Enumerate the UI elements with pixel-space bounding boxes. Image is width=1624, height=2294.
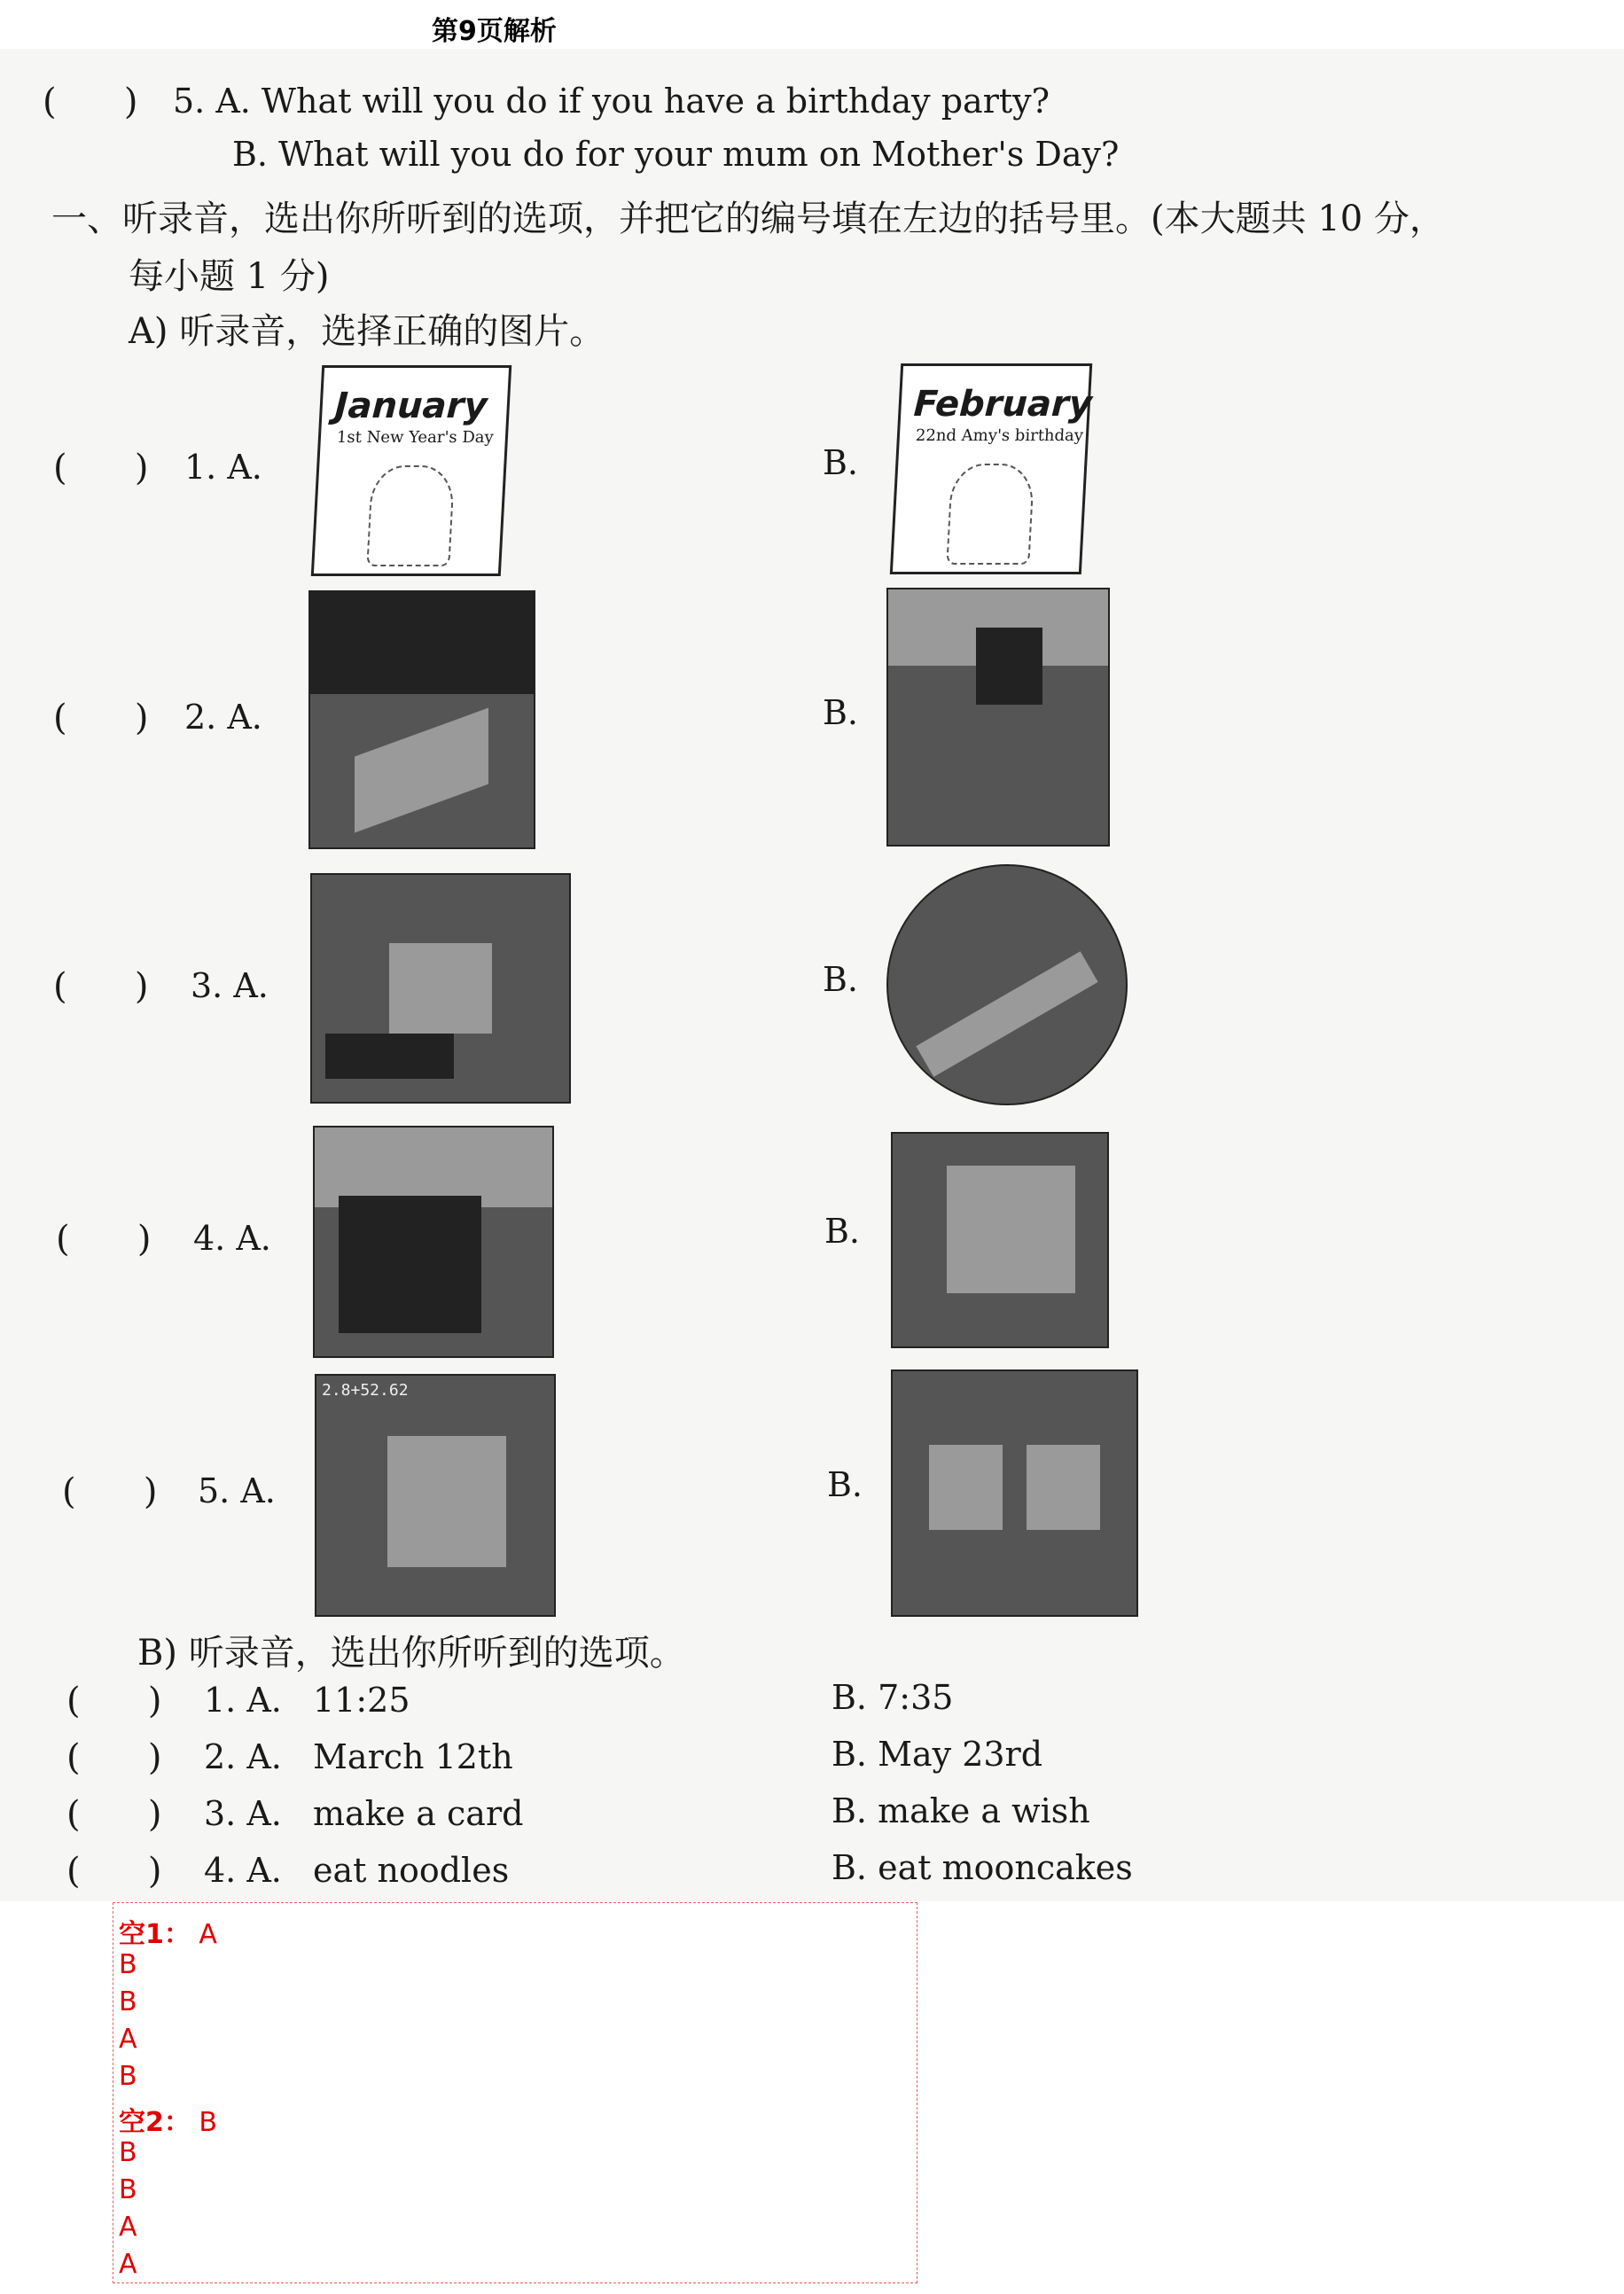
item-number: 1. A. <box>204 1681 282 1720</box>
item-number: 5. A. <box>198 1471 276 1510</box>
classroom-math-photo <box>315 1374 556 1617</box>
park-path-photo <box>308 590 535 849</box>
answer-value: B <box>119 2174 137 2205</box>
calendar-month: February <box>912 384 1094 425</box>
option-a-text: March 12th <box>313 1737 513 1776</box>
answer-paren: ( ) <box>53 966 149 1007</box>
question-5-option-b: B. What will you do for your mum on Mother's Day? <box>232 135 1120 174</box>
answer-paren: ( ) <box>66 1794 162 1835</box>
answer-paren: ( ) <box>53 698 149 738</box>
section-heading-cont: 每小题 1 分) <box>129 256 330 297</box>
calendar-note: 1st New Year's Day <box>336 428 495 447</box>
option-a-text: 11:25 <box>313 1681 410 1720</box>
answer-value: A <box>119 2212 137 2243</box>
option-b-text: B. make a wish <box>832 1791 1090 1830</box>
part-a-title: A) 听录音，选择正确的图片。 <box>129 311 605 352</box>
item-number: 4. A. <box>193 1219 271 1258</box>
answer-paren: ( ) <box>66 1851 162 1892</box>
item-number: 3. A. <box>204 1794 282 1833</box>
blank-label: 空1： <box>119 1919 191 1950</box>
answer-row <box>119 1912 217 1951</box>
option-b-text: B. eat mooncakes <box>832 1848 1133 1887</box>
children-playing-photo <box>310 873 571 1104</box>
painting-class-photo <box>891 1369 1138 1617</box>
answer-value: B <box>119 1949 137 1980</box>
calendar-note: 22nd Amy's birthday <box>915 426 1084 445</box>
answer-value: A <box>199 1919 217 1950</box>
blank-label: 空2： <box>119 2107 191 2138</box>
question-5-option-a: 5. A. What will you do if you have a birthday party? <box>173 82 1050 121</box>
option-a-text: make a card <box>313 1794 524 1833</box>
calendar-january-image <box>311 365 511 576</box>
item-number: 2. A. <box>184 698 262 737</box>
calendar-month: January <box>333 386 488 426</box>
item-number: 3. A. <box>191 966 269 1005</box>
option-b-text: B. 7:35 <box>832 1678 954 1717</box>
option-b-label: B. <box>823 693 859 732</box>
option-b-label: B. <box>827 1465 863 1504</box>
answer-row <box>119 2100 217 2139</box>
boy-playing-photo <box>891 1132 1109 1348</box>
section-heading: 一、听录音，选出你所听到的选项，并把它的编号填在左边的括号里。(本大题共 10 分， <box>51 199 1445 239</box>
page-title: 第9页解析 <box>432 16 557 47</box>
answer-paren: ( ) <box>43 82 138 122</box>
answer-paren: ( ) <box>62 1471 158 1512</box>
pavilion-path-photo <box>886 588 1110 847</box>
item-number: 2. A. <box>204 1737 282 1776</box>
option-b-label: B. <box>824 1212 861 1251</box>
answer-value: B <box>119 2137 137 2168</box>
option-a-text: eat noodles <box>313 1851 510 1890</box>
snowman-drawing <box>366 465 455 566</box>
item-number: 1. A. <box>184 448 262 487</box>
answer-value: A <box>119 2024 137 2055</box>
answer-value: B <box>119 2061 137 2092</box>
item-number: 4. A. <box>204 1851 282 1890</box>
answer-paren: ( ) <box>53 448 149 488</box>
blackboard-text: 2.8+52.62 <box>322 1381 409 1400</box>
answer-box <box>113 1902 917 2283</box>
option-b-label: B. <box>823 443 859 482</box>
part-b-title: B) 听录音，选出你所听到的选项。 <box>137 1633 685 1674</box>
calendar-february-image <box>890 363 1092 574</box>
answer-paren: ( ) <box>66 1737 162 1778</box>
option-b-text: B. May 23rd <box>832 1735 1043 1774</box>
answer-value: B <box>119 1986 137 2017</box>
great-wall-photo <box>886 864 1128 1105</box>
answer-value: A <box>119 2249 137 2280</box>
answer-paren: ( ) <box>66 1681 162 1721</box>
option-b-label: B. <box>823 960 859 999</box>
snowman-drawing <box>946 464 1035 565</box>
boy-reading-photo <box>313 1126 554 1358</box>
answer-paren: ( ) <box>56 1219 152 1260</box>
answer-value: B <box>199 2107 218 2138</box>
